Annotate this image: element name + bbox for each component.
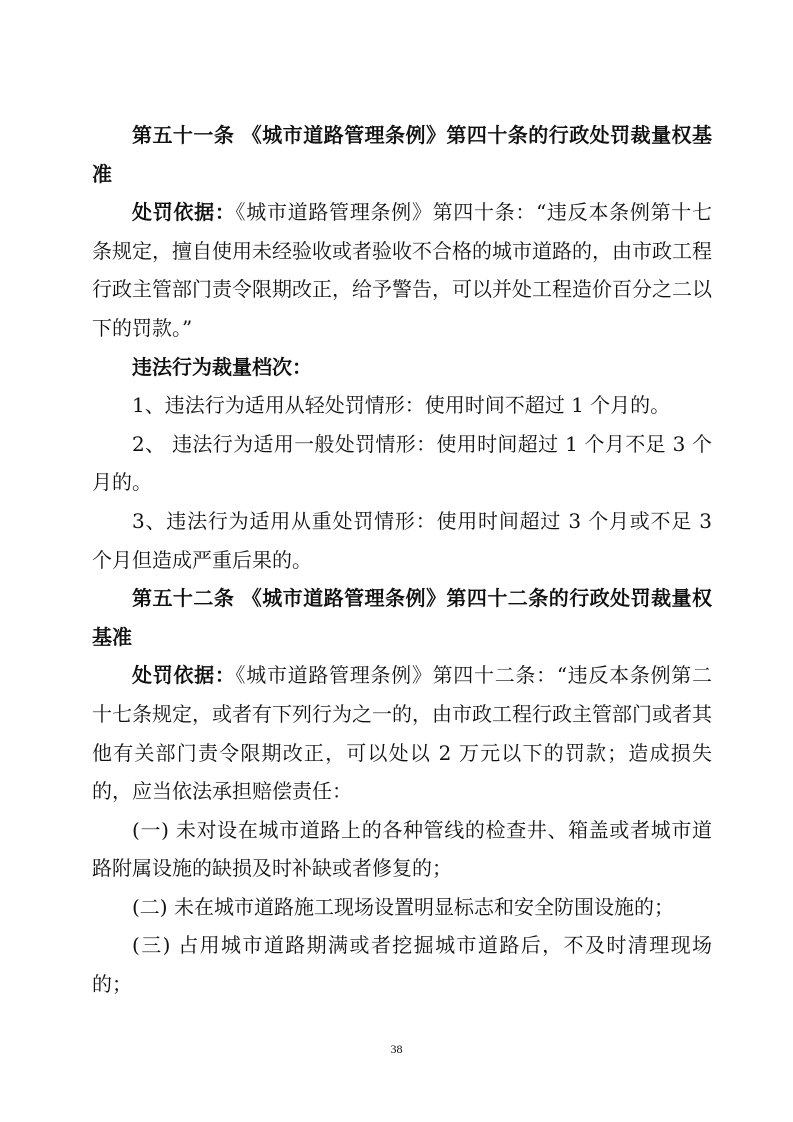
page-number: 38 <box>390 1042 403 1056</box>
clause-item-2: (二) 未在城市道路施工现场设置明显标志和安全防围设施的； <box>132 894 674 919</box>
basis-text: 《城市道路管理条例》第四十二条：“违反本条例第二十七条规定，或者有下列行为之一的，由市政工程行政主管部门或者其他有关部门责令限期改正，可以处以 2 万元以下的罚款；造成损失的，应当依法承担赔偿责任： <box>92 663 712 804</box>
clause-item-3: (三) 占用城市道路期满或者挖掘城市道路后，不及时清理现场的； <box>92 933 712 997</box>
article-51-basis <box>92 193 712 347</box>
basis-text: 《城市道路管理条例》第四十条：“违反本条例第十七条规定，擅自使用未经验收或者验收不合格的城市道路的，由市政工程行政主管部门责令限期改正，给予警告，可以并处工程造价百分之二以下的罚款。” <box>92 200 712 340</box>
article-51-heading: 第五十一条 《城市道路管理条例》第四十条的行政处罚裁量权基准 <box>92 123 712 186</box>
article-52-heading: 第五十二条 《城市道路管理条例》第四十二条的行政处罚裁量权基准 <box>92 586 712 649</box>
level-item-3: 3、违法行为适用从重处罚情形：使用时间超过 3 个月或不足 3 个月但造成严重后果的。 <box>92 508 712 572</box>
level-item-1: 1、违法行为适用从轻处罚情形：使用时间不超过 1 个月的。 <box>132 393 671 418</box>
level-item-2: 2、 违法行为适用一般处罚情形：使用时间超过 1 个月不足 3 个月的。 <box>92 431 712 495</box>
basis-label: 处罚依据： <box>132 200 236 225</box>
article-52-basis <box>92 656 712 810</box>
basis-label: 处罚依据： <box>132 663 236 688</box>
levels-label: 违法行为裁量档次： <box>132 354 312 379</box>
document-body <box>92 116 712 1004</box>
clause-item-1: (一) 未对设在城市道路上的各种管线的检查井、箱盖或者城市道路附属设施的缺损及时补缺或者修复的； <box>92 817 712 881</box>
